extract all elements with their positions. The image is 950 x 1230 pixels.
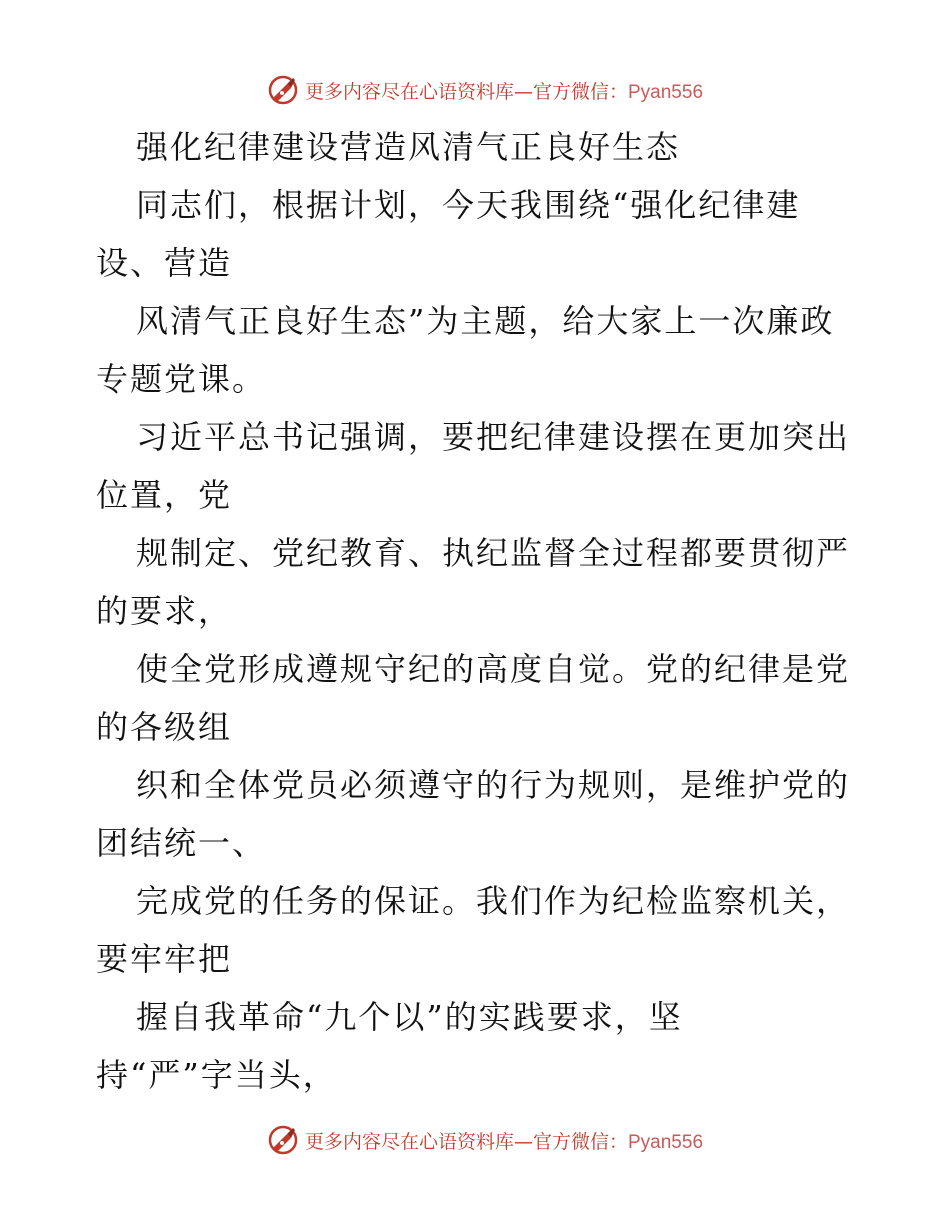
text-line: 持“严”字当头，	[96, 1056, 337, 1094]
wechat-id: Pyan556	[628, 1131, 704, 1153]
pen-nib-logo-icon	[267, 74, 299, 106]
footer-banner-inner	[267, 1124, 703, 1156]
banner-label: 更多内容尽在心语资料库—官方微信：	[304, 80, 628, 103]
text-line: 织和全体党员必须遵守的行为规则，是维护党的	[136, 766, 851, 804]
text-line: 团结统一、	[96, 824, 267, 862]
text-line: 握自我革命“九个以”的实践要求，坚	[136, 998, 683, 1036]
text-line: 习近平总书记强调，要把纪律建设摆在更加突出	[136, 418, 851, 456]
banner-text	[305, 1127, 703, 1154]
text-line: 风清气正良好生态”为主题，给大家上一次廉政	[136, 302, 835, 340]
text-line: 同志们，根据计划，今天我围绕“强化纪律建	[136, 186, 801, 224]
text-line: 专题党课。	[96, 360, 267, 398]
text-line: 要牢牢把	[96, 940, 233, 978]
text-line: 的要求，	[96, 592, 233, 630]
text-line: 使全党形成遵规守纪的高度自觉。党的纪律是党	[136, 650, 851, 688]
header-banner-inner	[267, 74, 703, 106]
banner-label: 更多内容尽在心语资料库—官方微信：	[304, 1130, 628, 1153]
text-line: 的各级组	[96, 708, 233, 746]
document-title: 强化纪律建设营造风清气正良好生态	[136, 128, 681, 166]
text-line: 规制定、党纪教育、执纪监督全过程都要贯彻严	[136, 534, 851, 572]
footer-banner	[0, 1120, 950, 1160]
header-banner	[0, 70, 950, 110]
text-line: 位置，党	[96, 476, 233, 514]
text-line: 完成党的任务的保证。我们作为纪检监察机关，	[136, 882, 851, 920]
text-line: 设、营造	[96, 244, 233, 282]
document-body	[96, 118, 856, 1104]
wechat-id: Pyan556	[628, 81, 704, 103]
pen-nib-logo-icon	[267, 1124, 299, 1156]
banner-text	[305, 77, 703, 104]
